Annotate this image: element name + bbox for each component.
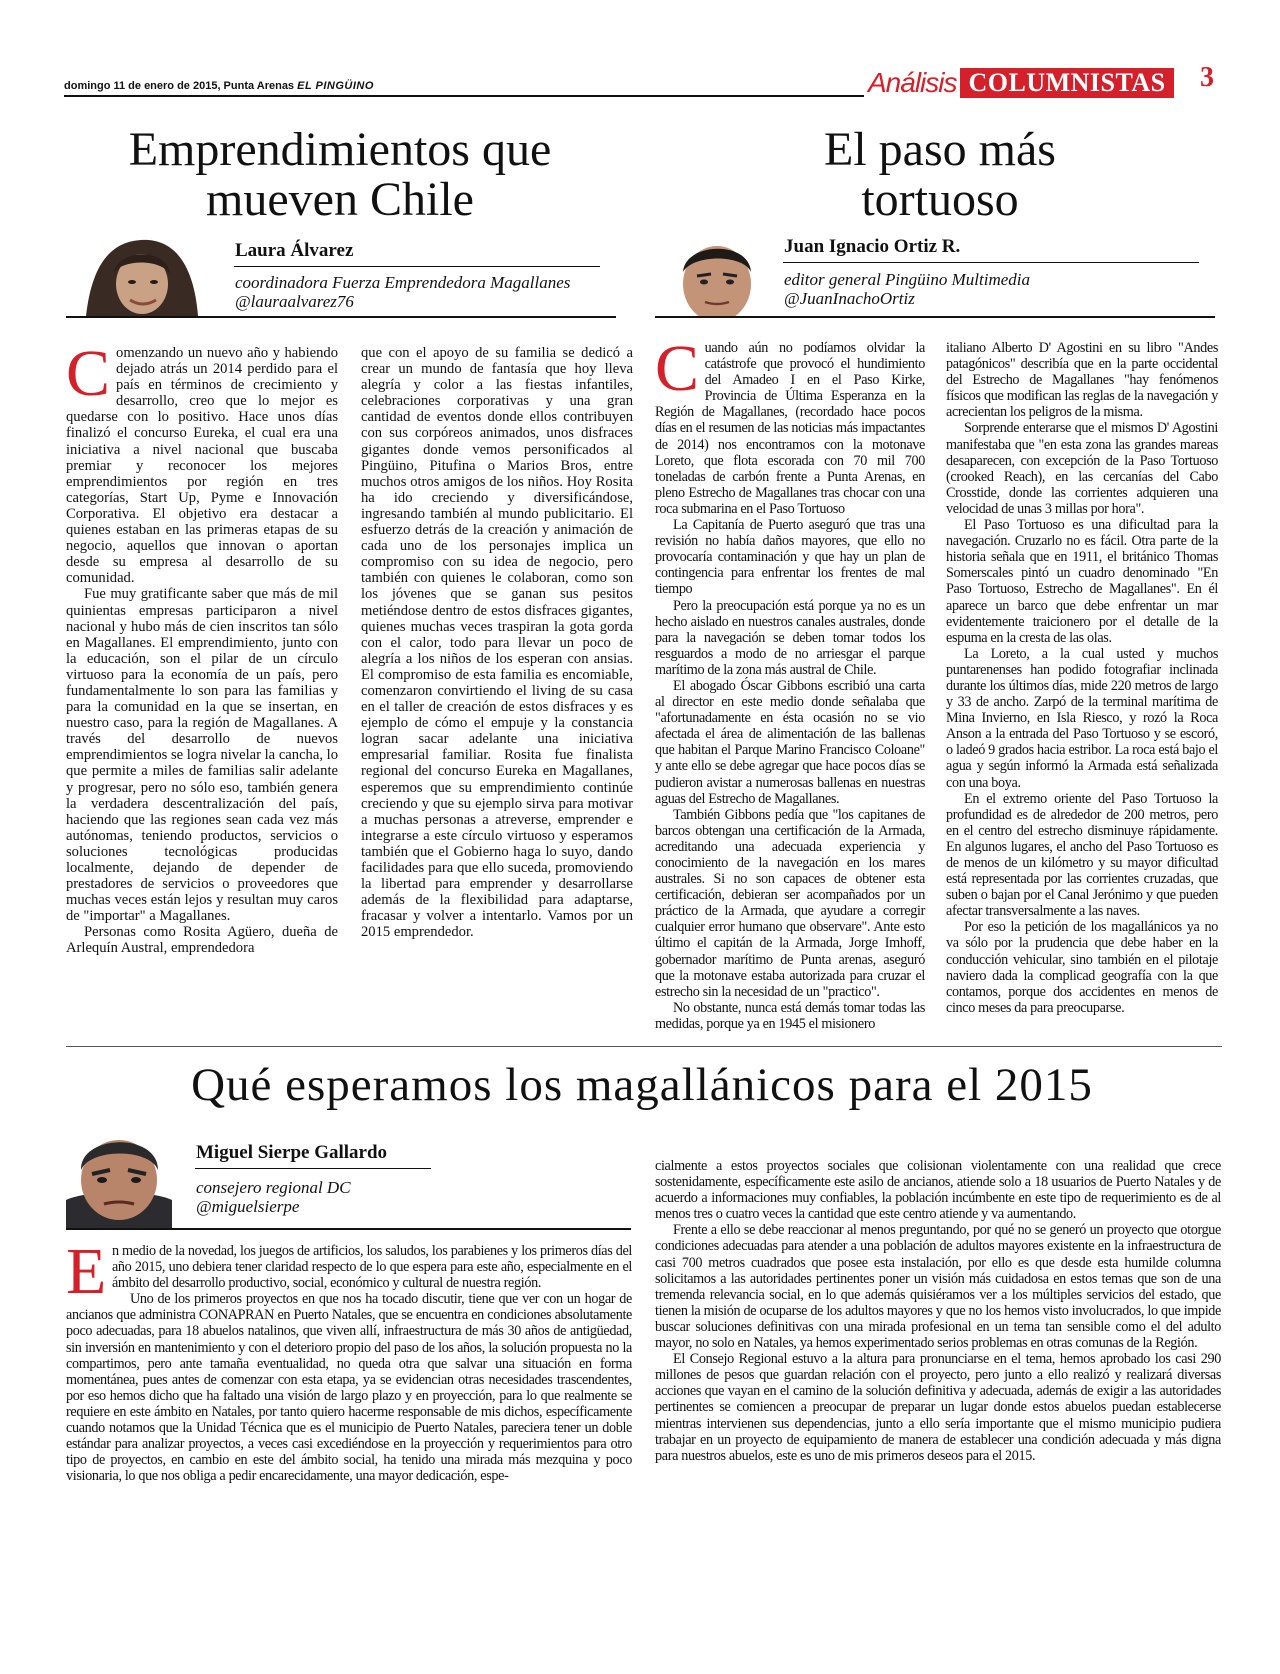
article3-author-role: consejero regional DC xyxy=(196,1178,351,1197)
article1-author-handle: @lauraalvarez76 xyxy=(235,292,354,311)
article2-dropcap: C xyxy=(655,332,699,405)
article1-author-role: coordinadora Fuerza Emprendedora Magallanes xyxy=(235,273,571,292)
page-number: 3 xyxy=(1200,62,1214,93)
article1-title-line2: mueven Chile xyxy=(206,173,474,226)
header-rule xyxy=(64,95,864,97)
article1-author-photo xyxy=(66,232,208,316)
article2-paragraph: Pero la preocupación está porque ya no es un hecho aislado en nuestros canales australes, donde para la navegación se deben tomar todos los resguardos a modo de no arriesgar el parque marítimo de la zona más austral de Chile. xyxy=(655,597,925,678)
newspaper-logo: EL PINGÜINO xyxy=(297,80,374,92)
article2-author-handle: @JuanInachoOrtiz xyxy=(784,289,915,308)
article2-column2 xyxy=(946,340,1218,1016)
article1-column2 xyxy=(361,345,633,940)
article3-dropcap: E xyxy=(66,1235,106,1308)
article3-paragraph: Frente a ello se debe reaccionar al menos preguntando, por qué no se generó un proyecto que otorgue condiciones adecuadas para atender a una población de adultos mayores existente en la infraestructura de casi 700 metros cuadrados que posee esta instalación, por ello es que desde esta humilde columna solicitamos a las autoridades pertinentes poner un visión más cuidadosa en estos temas que son de una tremenda relevancia social, en lo que además quisiéramos ver a los múltiples servicios del estado, que tienen la misión de ocuparse de los adultos mayores y que no los hemos visto involucrados, lo que impide buscar soluciones definitivas con una mirada profesional en un tema tan sensible como el del adulto mayor, no solo en Natales, ya hemos experimentado serios problemas en otras comunas de la Región. xyxy=(655,1222,1221,1352)
article1-column1 xyxy=(66,337,338,957)
article1-paragraph: Fue muy gratificante saber que más de mil quinientas empresas participaron a nivel nacional y hubo más de cien inscritos tan sólo en Magallanes. El emprendimiento, junto con la educación, son el pilar de un círculo virtuoso para la economía de un país, pero fundamentalmente lo son para las familias y para la comunidad en la que se insertan, en nuestro caso, para la región de Magallanes. A través del desarrollo de nuevos emprendimientos se logra nivelar la cancha, lo que permite a miles de familias salir adelante y progresar, pero no sólo eso, también genera la verdadera descentralización del país, haciendo que las regiones sean cada vez más autónomas, teniendo productos, servicios o soluciones tecnológicas producidas localmente, dejando de depender de prestadores de servicios o proveedores que muchas veces están lejos y resultan muy caros de "importar" a Magallanes. xyxy=(66,586,338,925)
article2-author-role: editor general Pingüino Multimedia xyxy=(784,270,1030,289)
article1-paragraph: que con el apoyo de su familia se dedicó a crear un mundo de fantasía que hoy lleva alegría y color a las fiestas infantiles, celebraciones corporativas y una gran cantidad de eventos donde ellos contribuyen con sus corpóreos animados, unos disfraces gigantes donde vemos personificados al Pingüino, Pitufina o Marios Bros, entre muchos otros amigos de los niños. Hoy Rosita ha ido creciendo y diversificándose, ingresando también al mundo publicitario. El esfuerzo detrás de la creación y animación de cada uno de los personajes implica un compromiso con su idea de negocio, pero también con quienes le colaboran, como son los jóvenes que se ganan sus pesitos metiéndose dentro de estos disfraces gigantes, quienes muchas veces traspiran la gota gorda con el calor, todo para llevar un poco de alegría a los niños de los esperan con ansias. El compromiso de esta familia es encomiable, comenzaron convirtiendo el living de su casa en el taller de creación de estos disfraces y es ejemplo de cómo el empuje y la constancia logran sacar adelante una iniciativa empresarial familiar. Rosita fue finalista regional del concurso Eureka en Magallanes, esperemos que su emprendimiento continúe creciendo y que su ejemplo sirva para motivar a muchas personas a atreverse, emprender e integrarse a este círculo virtuoso y esperamos también que el Gobierno haga lo suyo, dando facilidades para que ello suceda, promoviendo la libertad para emprender y desarrollarse además de la flexibilidad para adaptarse, fracasar y volver a intentarlo. Vamos por un 2015 emprendedor. xyxy=(361,345,633,941)
dateline-text: domingo 11 de enero de 2015, Punta Arenas xyxy=(64,80,295,92)
article3-column2 xyxy=(655,1158,1221,1464)
article3-paragraph: El Consejo Regional estuvo a la altura para pronunciarse en el tema, hemos aprobado los casi 290 millones de pesos que guardan relación con el proyecto, pero junto a ello realizó y realizará diversas acciones que vayan en el camino de la solución definitiva y adecuada, además de exigir a las autoridades pertinentes se comiencen a preocupar de preparar un lugar donde estos abuelos puedan establecerse mientras intervienen sus dependencias, junto a ello sería importante que el mismo municipio pudiera trabajar en un proyecto de equipamiento de manera de establecer una condición adecuada y más digna para nuestros abuelos, este es uno de mis primeros deseos para el 2015. xyxy=(655,1351,1221,1464)
article1-title xyxy=(80,125,600,225)
article2-paragraph: No obstante, nunca está demás tomar todas las medidas, porque ya en 1945 el misionero xyxy=(655,999,925,1032)
article1-paragraph: Personas como Rosita Agüero, dueña de Arlequín Austral, emprendedora xyxy=(66,924,338,957)
article2-paragraph: La Loreto, a la cual usted y muchos puntarenenses han podido fotografiar inclinada durante los últimos días, mide 220 metros de largo y 33 de ancho. Zarpó de la terminal marítima de Mina Invierno, en Isla Riesco, y rozó la Roca Anson a la entrada del Paso Tortuoso y se escoró, o ladeó 9 grados hacia estribor. La roca está bajo el agua y según informó la Armada está señalizada con una boya. xyxy=(946,645,1218,791)
article2-paragraph: La Capitanía de Puerto aseguró que tras una revisión no había daños mayores, que ello no provocaría contaminación y que hay un plan de contingencia para enfrentar los frentes de mal tiempo xyxy=(655,517,925,598)
article1-rule xyxy=(66,316,616,318)
section-tag xyxy=(868,66,1174,100)
article2-column1 xyxy=(655,332,925,1032)
section-divider xyxy=(66,1046,1222,1047)
article3-paragraph: Uno de los primeros proyectos en que nos ha tocado discutir, tiene que ver con un hogar de ancianos que administra CONAPRAN en Puerto Natales, que se encuentra en condiciones absolutamente poco adecuadas, para 18 abuelos natalinos, que viven allí, infraestructura de más 30 años de antigüedad, sin inversión en mantenimiento y con el deterioro propio del paso de los años, la solución propuesta no la compartimos, pero ante tamaña eventualidad, no queda otra que salvar una situación en forma momentánea, pues antes de comenzar con esta etapa, ya se evidencian otras necesidades trascendentes, por eso hemos dicho que ha faltado una visión de largo plazo y en proyección, para lo que realmente se requiere en este ámbito en Natales, por tanto quiero hacerme responsable de mis dichos, específicamente cuando notamos que la Unidad Técnica que es el municipio de Puerto Natales, pareciera tener un doble estándar para analizar proyectos, a veces casi excediéndose en la proyección y requerimientos para otro tipo de proyectos, en cambio en este del ámbito social, ha tenido una mirada más mezquina y poco visionaria, lo que nos obliga a pedir encarecidamente, una mayor dedicación, espe- xyxy=(66,1291,632,1485)
article2-title-line2: tortuoso xyxy=(861,173,1019,226)
article2-paragraph: El abogado Óscar Gibbons escribió una carta al director en este medio donde señalaba que "afortunadamente en ésta ocasión no se vio afectada el área de alimentación de las ballenas que habitan el Parque Marino Francisco Coloane" y ante ello se debe agregar que hace pocos días se pudieron avistar a numerosas ballenas en nuestras aguas del Estrecho de Magallanes. xyxy=(655,677,925,807)
article3-rule xyxy=(66,1228,631,1230)
article2-paragraph: uando aún no podíamos olvidar la catástrofe que provocó el hundimiento del Amadeo I en el Paso Kirke, Provincia de Última Esperanza en la Región de Magallanes, (recordado hace pocos días en el resumen de las noticias más impactantes de 2014) nos encontramos con la motonave Loreto, que flota escorada con 70 mil 700 toneladas de carbón frente a Punta Arenas, en pleno Estrecho de Magallanes tras chocar con una roca submarina en el Paso Tortuoso xyxy=(655,340,925,517)
article2-title-line1: El paso más xyxy=(824,123,1056,176)
article2-author-name: Juan Ignacio Ortiz R. xyxy=(784,236,961,257)
article2-title xyxy=(690,125,1190,225)
article2-author-rule xyxy=(783,262,1199,263)
article3-paragraph: n medio de la novedad, los juegos de artificios, los saludos, los parabienes y los primeros días del año 2015, uno debiera tener claridad respecto de lo que espera para este año, especialmente en el ámbito del desarrollo productivo, social, económico y cultural de nuestra región. xyxy=(111,1243,632,1292)
article3-paragraph: cialmente a estos proyectos sociales que colisionan violentamente con una realidad que crece sostenidamente, específicamente este asilo de ancianos, atiende solo a 18 usuarios de Puerto Natales y de acuerdo a informaciones muy confiables, la población incúmbente en este tipo de requerimiento es de al menos tres o cuatro veces la cantidad que este centro atiende y va aumentando. xyxy=(655,1158,1221,1223)
article2-paragraph: Sorprende enterarse que el mismos D' Agostini manifestaba que "en esta zona las grandes mareas desaparecen, con excepción de la Paso Tortuoso (crooked Reach), en las cercanías del Cabo Crosstide, donde las corrientes adquieren una velocidad de unas 3 millas por hora". xyxy=(946,420,1218,517)
article2-paragraph: italiano Alberto D' Agostini en su libro "Andes patagónicos" describía que en la parte occidental del Estrecho de Magallanes "hay fenómenos físicos que modifican las reglas de la navegación y acrecientan los peligros de la misma. xyxy=(946,340,1218,421)
article1-title-line1: Emprendimientos que xyxy=(128,123,552,176)
dateline xyxy=(64,80,374,92)
article3-author-photo xyxy=(66,1130,172,1230)
article3-title: Qué esperamos los magallánicos para el 2015 xyxy=(191,1059,1093,1111)
article2-paragraph: El Paso Tortuoso es una dificultad para la navegación. Cruzarlo no es fácil. Otra parte de la historia señala que en 1911, el británico Thomas Somerscales pintó un cuadro denominado "En Paso Tortuoso, Estrecho de Magallanes". En él aparece un barco que debe enfrentar un mar evidentemente traicionero por el detalle de la espuma en la cresta de las olas. xyxy=(946,517,1218,646)
article3-author-handle: @miguelsierpe xyxy=(196,1197,300,1216)
article1-paragraph: omenzando un nuevo año y habiendo dejado atrás un 2014 perdido para el país en términos de crecimiento y desarrollo, creo que lo mejor es quedarse con lo positivo. Hace unos días finalizó el concurso Eureka, el cual era una iniciativa a nivel nacional que buscaba premiar y reconocer los mejores emprendimientos por región en tres categorías, Start Up, Pyme e Innovación Corporativa. El objetivo era destacar a quienes estaban en las primeras etapas de su negocio, aquellos que innovan o aportan desde su empresa al desarrollo de su comunidad. xyxy=(66,345,338,587)
article2-paragraph: En el extremo oriente del Paso Tortuoso la profundidad es de alrededor de 200 metros, pero en el centro del estrecho disminuye rápidamente. En algunos lugares, el ancho del Paso Tortuoso es de menos de un kilómetro y su mayor dificultad está representada por las corrientes cruzadas, que suben o bajan por el Canal Jerónimo y que pueden afectar transversalmente a las naves. xyxy=(946,790,1218,920)
section-main: Análisis xyxy=(868,67,957,98)
article2-author-photo xyxy=(657,232,775,316)
section-sub: COLUMNISTAS xyxy=(960,68,1173,98)
article2-paragraph: También Gibbons pedía que "los capitanes de barcos obtengan una certificación de la Armada, acreditando una adecuada experiencia y conocimiento de la navegación en los mares australes. Si no son capaces de obtener esta certificación, debieran ser acompañados por un práctico de la Armada, que ayudare a corregir cualquier error humano que observare". Ante esto último el capitán de la Armada, Jorge Imhoff, gobernador marítimo de Punta arenas, aseguró que la motonave estaba autorizada para cruzar el estrecho sin la necesidad de un "practico". xyxy=(655,806,925,1000)
article2-rule xyxy=(655,316,1215,318)
article3-column1 xyxy=(66,1235,632,1485)
article1-author-rule xyxy=(234,266,600,267)
article2-paragraph: Por eso la petición de los magallánicos ya no va sólo por la prudencia que debe haber en la conducción vehicular, sino también en el pilotaje naviero dada la complicad geografía con la que contamos, porque dos accidentes en menos de cinco meses da para preocuparse. xyxy=(946,919,1218,1016)
article3-author-name: Miguel Sierpe Gallardo xyxy=(196,1142,388,1163)
article1-dropcap: C xyxy=(66,337,111,410)
article3-author-rule xyxy=(195,1168,431,1169)
article1-author-name: Laura Álvarez xyxy=(235,240,354,261)
